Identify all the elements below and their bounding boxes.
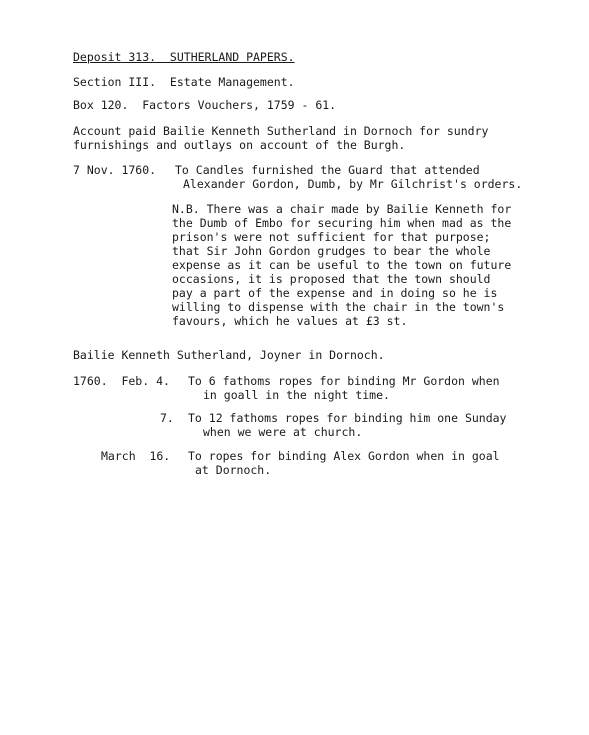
entry-line-1: To 6 fathoms ropes for binding Mr Gordon when (188, 374, 500, 388)
box-heading: Box 120. Factors Vouchers, 1759 - 61. (73, 98, 337, 112)
note-line: N.B. There was a chair made by Bailie Kenneth for (172, 202, 512, 216)
entry-date: 7. (160, 411, 174, 425)
entry-line-1: To 12 fathoms ropes for binding him one Sunday (188, 411, 507, 425)
account-line-1: Account paid Bailie Kenneth Sutherland in Dornoch for sundry (73, 124, 489, 138)
entry-date: March 16. (101, 449, 171, 463)
entry-line-1: To ropes for binding Alex Gordon when in goal (188, 449, 500, 463)
note-line: occasions, it is proposed that the town should (172, 272, 491, 286)
entry-line-2: in goall in the night time. (203, 388, 390, 402)
entry-line-2: when we were at church. (203, 425, 363, 439)
entry-date: 1760. Feb. 4. (73, 374, 170, 388)
bailie-heading: Bailie Kenneth Sutherland, Joyner in Dornoch. (73, 348, 385, 362)
note-line: favours, which he values at £3 st. (172, 314, 408, 328)
entry-date: 7 Nov. 1760. (73, 163, 157, 177)
note-line: expense as it can be useful to the town on future (172, 258, 512, 272)
entry-line-1: To Candles furnished the Guard that attended (175, 163, 480, 177)
deposit-heading: Deposit 313. SUTHERLAND PAPERS. (73, 50, 295, 64)
note-line: the Dumb of Embo for securing him when mad as the (172, 216, 512, 230)
note-line: willing to dispense with the chair in the town's (172, 300, 505, 314)
entry-line-2: at Dornoch. (195, 463, 272, 477)
note-line: prison's were not sufficient for that purpose; (172, 230, 491, 244)
section-heading: Section III. Estate Management. (73, 75, 295, 89)
note-line: that Sir John Gordon grudges to bear the whole (172, 244, 491, 258)
note-line: pay a part of the expense and in doing so he is (172, 286, 498, 300)
account-line-2: furnishings and outlays on account of the Burgh. (73, 138, 406, 152)
entry-line-2: Alexander Gordon, Dumb, by Mr Gilchrist's orders. (183, 177, 523, 191)
